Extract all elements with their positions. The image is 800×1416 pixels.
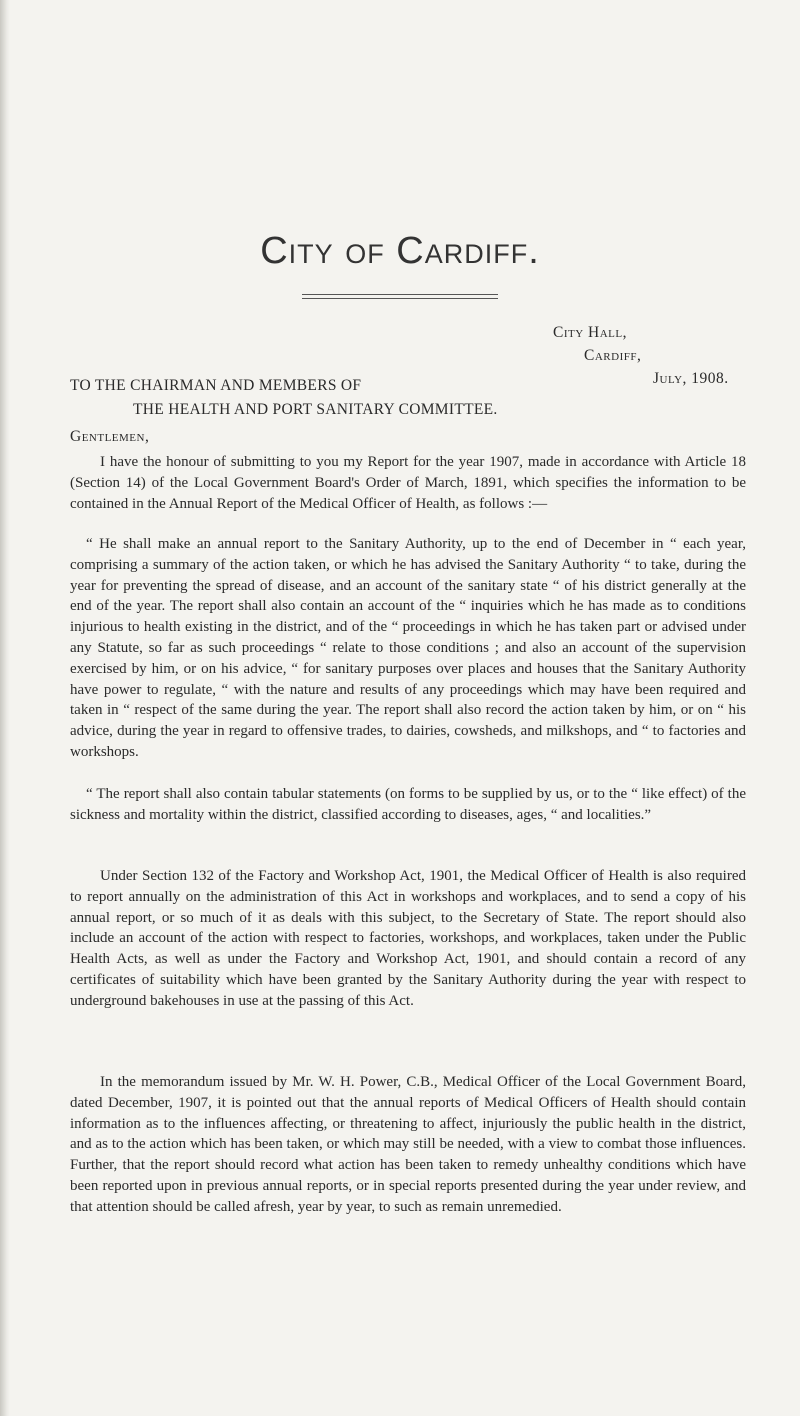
addressee-line-1: TO THE CHAIRMAN AND MEMBERS OF: [70, 377, 362, 394]
address-date: July, 1908.: [653, 370, 729, 387]
memorandum-paragraph: In the memorandum issued by Mr. W. H. Power, C.B., Medical Officer of the Local Government Board, dated December, 1907, it is pointed out that the annual reports of Medical Officers of Health should contain information as to the influences affecting, or threatening to affect, injuriously the public health in the district, and as to the action which has been taken, or which may still be needed, with a view to combat those influences. Further, that the report should record what action has been taken to remedy unhealthy conditions which have been reported upon in previous annual reports, or in special reports presented during the year under review, and that attention should be called afresh, year by year, to such as remain unremedied.: [70, 1074, 746, 1215]
factory-act-paragraph: Under Section 132 of the Factory and Workshop Act, 1901, the Medical Officer of Health is also required to report annually on the administration of this Act in workshops and workplaces, and to send a copy of his annual report, or so much of it as deals with this subject, to the Secretary of State. The report should also include an account of the action with respect to factories, workshops, and workplaces, taken under the Public Health Acts, as well as under the Factory and Workshop Act, 1901, and should contain a record of any certificates of suitability which have been granted by the Sanitary Authority during the year with respect to underground bakehouses in use at the passing of this Act.: [70, 868, 746, 1009]
salutation: Gentlemen,: [70, 428, 150, 445]
intro-paragraph: I have the honour of submitting to you my Report for the year 1907, made in accordance with Article 18 (Section 14) of the Local Government Board's Order of March, 1891, which specifies the information to be contained in the Annual Report of the Medical Officer of Health, as follows :—: [70, 454, 746, 512]
title-rule-bottom: [302, 298, 498, 299]
page-edge-shadow: [0, 0, 10, 1416]
title-rule-top: [302, 294, 498, 295]
quoted-article-paragraph: “ He shall make an annual report to the Sanitary Authority, up to the end of December in “ each year, comprising a summary of the action taken, or which he has advised the Sanitary Authority “ to take, during the year for preventing the spread of disease, and an account of the sanitary state “ of his district generally at the end of the year. The report shall also contain an account of the “ inquiries which he has made as to conditions injurious to health existing in the district, and of the “ proceedings in which he has taken part or advised under any Statute, so far as such proceedings “ relate to those conditions ; and also an account of the supervision exercised by him, or on his advice, “ for sanitary purposes over places and houses that the Sanitary Authority have power to regulate, “ with the nature and results of any proceedings which may have been required and taken in “ respect of the same during the year. The report shall also record the action taken by him, or on “ his advice, during the year in regard to offensive trades, to dairies, cowsheds, and milkshops, and “ to factories and workshops.: [70, 536, 746, 760]
addressee-line-2: THE HEALTH AND PORT SANITARY COMMITTEE.: [133, 401, 498, 418]
address-line-1: City Hall,: [553, 324, 627, 341]
quoted-tabular-paragraph: “ The report shall also contain tabular statements (on forms to be supplied by us, or to the “ like effect) of the sickness and mortality within the district, classified according to diseases, ages, “ and localities.”: [70, 786, 746, 823]
document-title: City of Cardiff.: [260, 230, 540, 272]
address-line-2: Cardiff,: [584, 347, 642, 364]
